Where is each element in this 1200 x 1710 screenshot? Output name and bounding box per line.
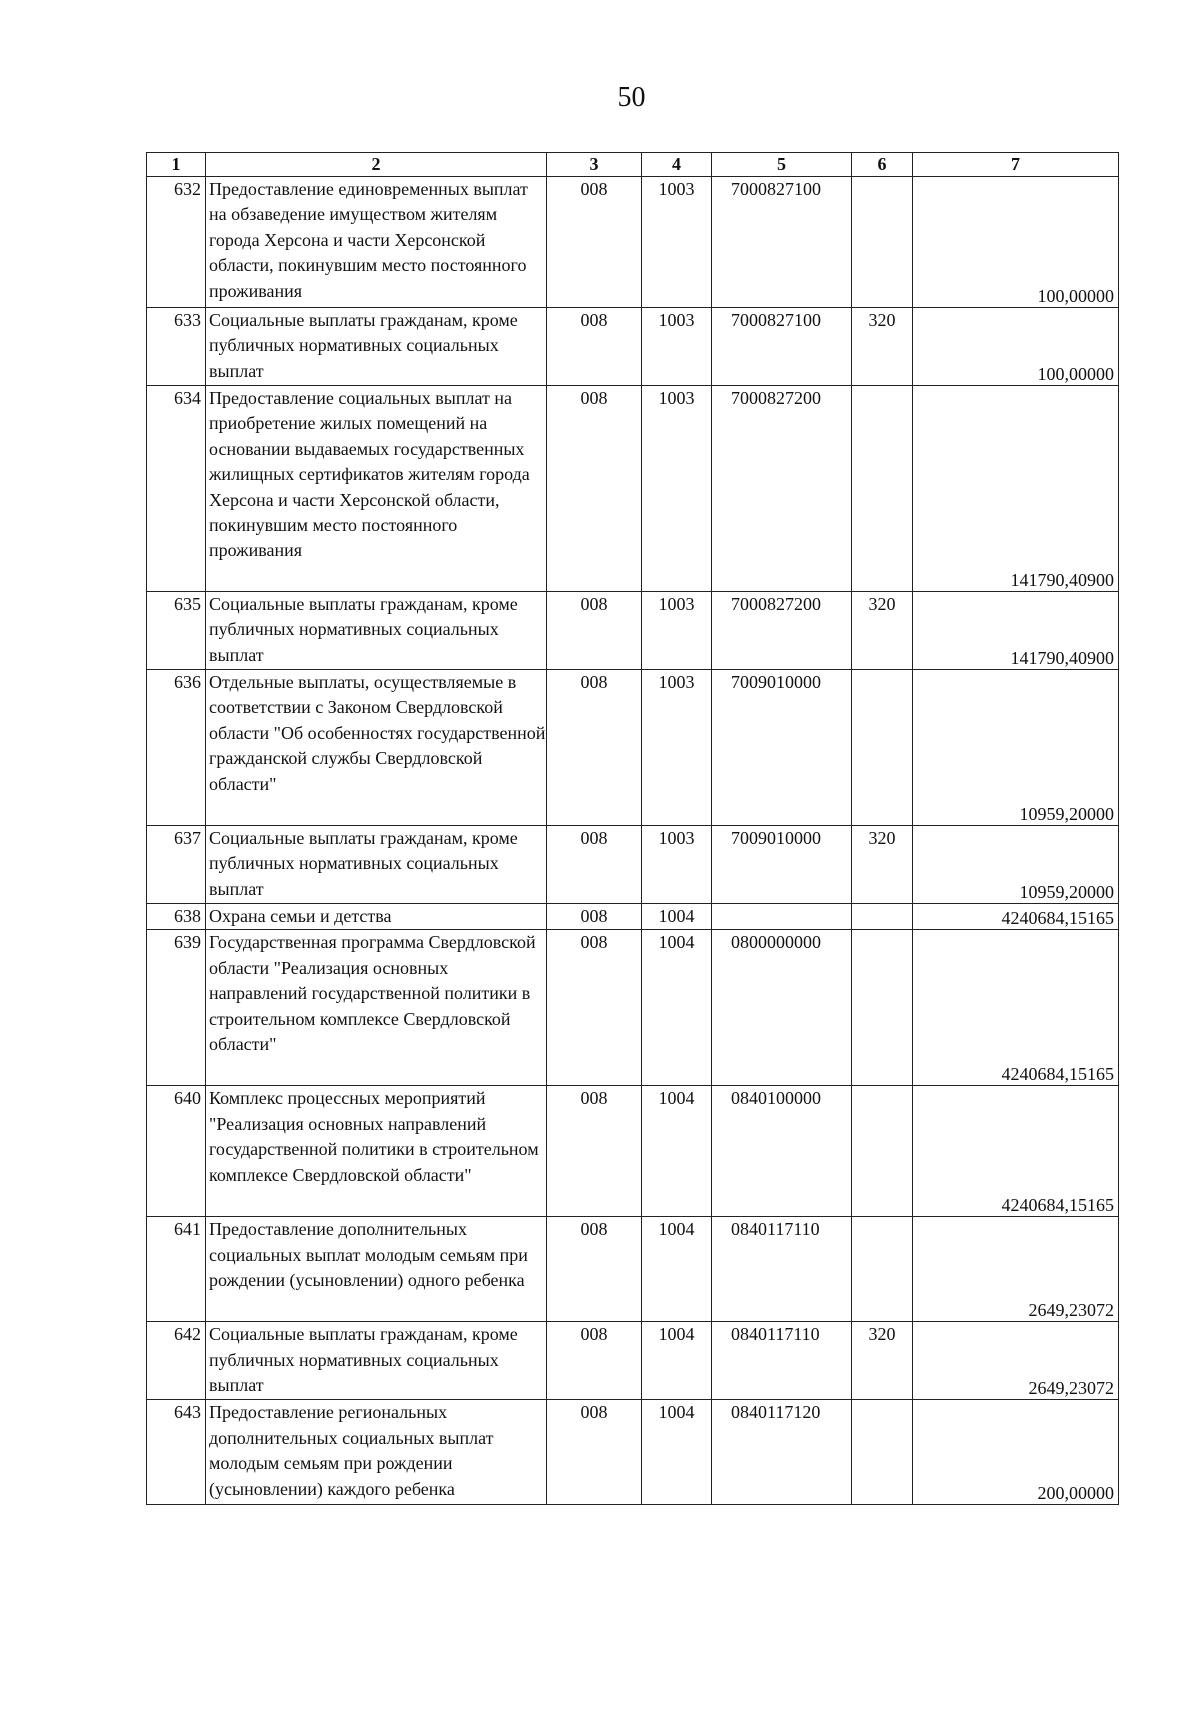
header-cell: 1 [147,153,206,177]
amount-value: 200,00000 [913,1400,1119,1505]
table-row [147,386,1119,592]
col5-value: 7009010000 [712,826,852,904]
row-number: 635 [147,592,206,670]
col3-value: 008 [547,826,642,904]
amount-value: 2649,23072 [913,1217,1119,1322]
col3-value: 008 [547,670,642,826]
col3-value: 008 [547,177,642,308]
col3-value: 008 [547,386,642,592]
table-row [147,826,1119,904]
col5-value: 7000827200 [712,386,852,592]
amount-value: 100,00000 [913,308,1119,386]
amount-value: 100,00000 [913,177,1119,308]
col5-value [712,904,852,930]
table-row [147,1400,1119,1505]
col6-value [852,177,913,308]
col4-value: 1003 [642,308,712,386]
col3-value: 008 [547,592,642,670]
header-cell: 5 [712,153,852,177]
row-name: Охрана семьи и детства [206,904,547,930]
col6-value [852,670,913,826]
row-number: 641 [147,1217,206,1322]
row-number: 640 [147,1086,206,1217]
table-row [147,592,1119,670]
row-number: 643 [147,1400,206,1505]
col4-value: 1004 [642,1400,712,1505]
row-name: Предоставление социальных выплат на приобретение жилых помещений на основании выдаваемых государственных жилищных сертификатов жителям города Херсона и части Херсонской области, покинувшим место постоянного проживания [206,386,547,592]
row-number: 642 [147,1322,206,1400]
col3-value: 008 [547,904,642,930]
row-number: 632 [147,177,206,308]
col3-value: 008 [547,1400,642,1505]
col3-value: 008 [547,1086,642,1217]
col3-value: 008 [547,308,642,386]
header-cell: 4 [642,153,712,177]
col4-value: 1004 [642,1217,712,1322]
header-cell: 2 [206,153,547,177]
header-row [147,153,1119,177]
col3-value: 008 [547,1217,642,1322]
col6-value [852,904,913,930]
col4-value: 1004 [642,904,712,930]
row-number: 633 [147,308,206,386]
table-row [147,904,1119,930]
row-name: Социальные выплаты гражданам, кроме публичных нормативных социальных выплат [206,1322,547,1400]
row-name: Комплекс процессных мероприятий "Реализация основных направлений государственной политики в строительном комплексе Свердловской области" [206,1086,547,1217]
table-row [147,308,1119,386]
table-row [147,930,1119,1086]
col4-value: 1003 [642,177,712,308]
col6-value: 320 [852,308,913,386]
row-number: 637 [147,826,206,904]
row-name: Предоставление единовременных выплат на обзаведение имуществом жителям города Херсона и части Херсонской области, покинувшим место постоянного проживания [206,177,547,308]
amount-value: 141790,40900 [913,386,1119,592]
amount-value: 141790,40900 [913,592,1119,670]
col6-value [852,1086,913,1217]
col5-value: 0840100000 [712,1086,852,1217]
col5-value: 7000827200 [712,592,852,670]
header-cell: 7 [913,153,1119,177]
row-number: 638 [147,904,206,930]
header-cell: 3 [547,153,642,177]
col6-value [852,1217,913,1322]
col4-value: 1003 [642,386,712,592]
col6-value [852,930,913,1086]
col6-value: 320 [852,592,913,670]
col3-value: 008 [547,930,642,1086]
col6-value: 320 [852,1322,913,1400]
col5-value: 0840117120 [712,1400,852,1505]
col5-value: 7000827100 [712,177,852,308]
col6-value [852,1400,913,1505]
amount-value: 10959,20000 [913,826,1119,904]
row-name: Предоставление региональных дополнительных социальных выплат молодым семьям при рождении (усыновлении) каждого ребенка [206,1400,547,1505]
col3-value: 008 [547,1322,642,1400]
col5-value: 0840117110 [712,1322,852,1400]
row-number: 634 [147,386,206,592]
table-row [147,1086,1119,1217]
col4-value: 1003 [642,826,712,904]
col4-value: 1004 [642,930,712,1086]
col5-value: 7009010000 [712,670,852,826]
amount-value: 4240684,15165 [913,1086,1119,1217]
amount-value: 2649,23072 [913,1322,1119,1400]
table-row [147,1217,1119,1322]
row-name: Социальные выплаты гражданам, кроме публичных нормативных социальных выплат [206,826,547,904]
col4-value: 1004 [642,1322,712,1400]
row-name: Социальные выплаты гражданам, кроме публичных нормативных социальных выплат [206,592,547,670]
table-row [147,670,1119,826]
row-name: Социальные выплаты гражданам, кроме публичных нормативных социальных выплат [206,308,547,386]
col6-value: 320 [852,826,913,904]
row-name: Отдельные выплаты, осуществляемые в соответствии с Законом Свердловской области "Об особенностях государственной гражданской службы Свердловской области" [206,670,547,826]
budget-table [146,152,1119,1505]
amount-value: 4240684,15165 [913,904,1119,930]
table-row [147,177,1119,308]
col6-value [852,386,913,592]
col4-value: 1003 [642,670,712,826]
col5-value: 7000827100 [712,308,852,386]
table-row [147,1322,1119,1400]
col4-value: 1003 [642,592,712,670]
header-cell: 6 [852,153,913,177]
row-name: Предоставление дополнительных социальных выплат молодым семьям при рождении (усыновлении) одного ребенка [206,1217,547,1322]
amount-value: 4240684,15165 [913,930,1119,1086]
row-name: Государственная программа Свердловской области "Реализация основных направлений государственной политики в строительном комплексе Свердловской области" [206,930,547,1086]
col4-value: 1004 [642,1086,712,1217]
amount-value: 10959,20000 [913,670,1119,826]
page-number: 50 [617,82,646,113]
col5-value: 0800000000 [712,930,852,1086]
row-number: 636 [147,670,206,826]
row-number: 639 [147,930,206,1086]
col5-value: 0840117110 [712,1217,852,1322]
